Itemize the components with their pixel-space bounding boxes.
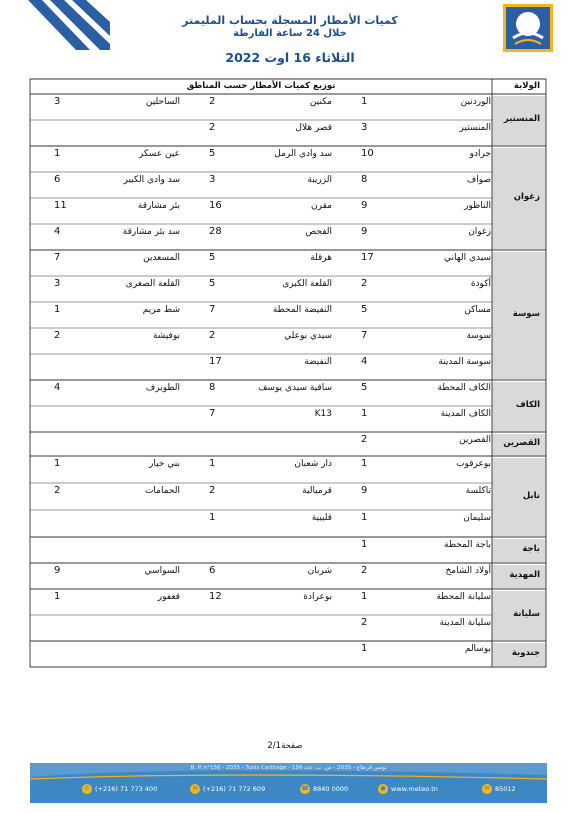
rainfall-value: 1	[361, 458, 368, 469]
page-title: كميات الأمطار المسجلة بحساب المليمتر	[182, 14, 398, 27]
rainfall-value: 3	[361, 122, 368, 133]
rainfall-value: 17	[361, 252, 374, 263]
rainfall-value: 5	[209, 252, 216, 263]
page-number: صفحة2/1	[267, 741, 303, 751]
rainfall-value: 7	[209, 408, 216, 419]
station-name: بوسالم	[464, 644, 491, 654]
station-name: سليانة المدينة	[439, 618, 491, 628]
rainfall-value: 2	[54, 485, 61, 496]
station-name: قعفور	[157, 592, 180, 602]
footer-phone-2: ✉ (+216) 71 772 609	[190, 784, 265, 794]
rainfall-value: 2	[54, 330, 61, 341]
rainfall-value: 1	[361, 96, 368, 107]
station-name: سد وادي الرمل	[274, 149, 332, 159]
rainfall-value: 1	[54, 591, 61, 602]
globe-icon: ●	[378, 784, 388, 794]
header-governorate: الولاية	[513, 81, 540, 91]
rainfall-value: 6	[54, 174, 61, 185]
page-subtitle: خلال 24 ساعة الفارطة	[233, 28, 347, 39]
footer-hotline: ☎ 8840 0000	[301, 785, 349, 793]
station-name: الزريبة	[307, 175, 332, 185]
station-name: مقرن	[311, 201, 332, 211]
station-name: شربان	[307, 566, 332, 576]
rainfall-value: 6	[209, 565, 216, 576]
station-name: سليمان	[463, 513, 491, 523]
station-name: النفيضة المحطة	[272, 305, 332, 315]
station-name: دار شعبان	[294, 459, 332, 469]
governorate-name: المهدية	[509, 570, 540, 580]
station-name: ساقية سيدي يوسف	[258, 383, 332, 393]
station-name: قليبية	[311, 513, 332, 523]
rainfall-value: 5	[361, 382, 368, 393]
station-name: سليانة المحطة	[436, 592, 491, 602]
sms-icon: ✉	[482, 784, 492, 794]
station-name: زغوان	[468, 227, 491, 237]
station-name: بني خيار	[149, 459, 180, 469]
station-name: مساكن	[464, 305, 491, 315]
governorate-name: نابل	[522, 490, 540, 501]
rainfall-value: 2	[361, 434, 368, 445]
station-name: سوسة	[466, 331, 491, 341]
rainfall-value: 4	[54, 382, 61, 393]
station-name: أولاد الشامخ	[445, 566, 491, 576]
rainfall-value: 4	[361, 356, 368, 367]
rainfall-value: 9	[361, 200, 368, 211]
station-name: هرقلة	[310, 253, 332, 263]
footer-sms: ✉ 85012	[482, 784, 516, 794]
rainfall-value: 7	[361, 330, 368, 341]
rainfall-value: 9	[54, 565, 61, 576]
rainfall-value: 3	[209, 174, 216, 185]
station-name: الطويرف	[145, 383, 180, 393]
governorate-name: سليانة	[513, 609, 540, 619]
rainfall-value: 2	[209, 485, 216, 496]
governorate-name: المنستير	[503, 114, 540, 124]
station-name: سيدي الهاني	[443, 253, 491, 263]
footer-bar	[30, 763, 547, 803]
station-name: القصرين	[459, 435, 491, 445]
rainfall-value: 7	[209, 304, 216, 315]
governorate-name: سوسة	[512, 309, 540, 319]
rainfall-value: 2	[209, 96, 216, 107]
station-name: الحمامات	[144, 486, 180, 496]
rainfall-value: 5	[209, 278, 216, 289]
station-name: المسعدين	[143, 253, 180, 263]
station-name: شط مريم	[142, 305, 180, 315]
station-name: بوعرادة	[303, 592, 332, 602]
station-name: الكاف المحطة	[437, 383, 491, 393]
rainfall-value: 8	[209, 382, 216, 393]
rainfall-value: 9	[361, 226, 368, 237]
governorate-name: زغوان	[513, 192, 540, 202]
rainfall-value: 1	[361, 591, 368, 602]
station-name: صواف	[466, 175, 491, 185]
station-name: المنستير	[459, 123, 491, 133]
station-name: السواسي	[144, 566, 180, 576]
rainfall-value: 16	[209, 200, 222, 211]
footer-address: B. P. n°156 - 2035 - Tunis Carthage - تونس قرطاج - 2035 - ص. ب. عدد 156	[190, 765, 387, 771]
governorate-name: باجة	[522, 544, 540, 554]
rainfall-value: 1	[54, 458, 61, 469]
rainfall-value: 2	[209, 330, 216, 341]
rainfall-value: 10	[361, 148, 374, 159]
rainfall-value: 2	[209, 122, 216, 133]
rainfall-value: 3	[54, 278, 61, 289]
station-name: الكاف المدينة	[440, 409, 491, 419]
rainfall-value: 1	[54, 148, 61, 159]
station-name: القلعة الصغرى	[125, 279, 180, 289]
station-name: مكنين	[309, 97, 332, 107]
station-name: الوردنين	[460, 97, 491, 107]
rainfall-value: 1	[361, 643, 368, 654]
station-name: باجة المحطة	[444, 540, 491, 550]
station-name: قرمبالية	[302, 486, 332, 496]
station-name: الفحص	[305, 227, 332, 237]
station-name: سوسة المدينة	[438, 357, 491, 367]
station-name: عين عسكر	[138, 149, 180, 159]
footer-website-link[interactable]: ● www.meteo.tn	[378, 784, 438, 794]
rainfall-value: 17	[209, 356, 222, 367]
station-name: سيدي بوعلي	[284, 331, 332, 341]
rainfall-value: 1	[209, 512, 216, 523]
station-name: بوفيشة	[152, 331, 180, 341]
governorate-name: الكاف	[515, 400, 540, 410]
station-name: بوعرقوب	[456, 459, 491, 469]
station-name: أكودة	[470, 279, 491, 289]
rainfall-value: 11	[54, 200, 67, 211]
station-name: الساحلين	[145, 97, 180, 107]
rainfall-value: 7	[54, 252, 61, 263]
governorate-name: جندوبة	[511, 648, 540, 658]
rainfall-value: 5	[209, 148, 216, 159]
rainfall-value: 2	[361, 617, 368, 628]
rainfall-value: 28	[209, 226, 222, 237]
rainfall-value: 12	[209, 591, 222, 602]
station-name: سد وادي الكبير	[123, 175, 180, 185]
governorate-name: القصرين	[503, 438, 540, 448]
station-name: جرادو	[469, 149, 491, 159]
footer-phone-1: ✆ (+216) 71 773 400	[82, 784, 157, 794]
rainfall-value: 2	[361, 278, 368, 289]
station-name: K13	[314, 409, 332, 419]
rainfall-value: 3	[54, 96, 61, 107]
station-name: القلعة الكبرى	[282, 279, 332, 289]
fax-icon: ✉	[190, 784, 200, 794]
station-name: تاكلسة	[465, 486, 491, 496]
rainfall-value: 2	[361, 565, 368, 576]
station-name: النفيضة	[304, 357, 332, 367]
phone-icon: ✆	[82, 784, 92, 794]
station-name: سد بئر مشارقة	[122, 227, 180, 237]
rainfall-value: 1	[54, 304, 61, 315]
rainfall-value: 5	[361, 304, 368, 315]
rainfall-value: 1	[209, 458, 216, 469]
footer-contacts	[30, 781, 547, 801]
rainfall-value: 9	[361, 485, 368, 496]
rainfall-value: 4	[54, 226, 61, 237]
rainfall-value: 1	[361, 512, 368, 523]
station-name: الناظور	[464, 201, 491, 211]
hotline-icon: ☎	[301, 785, 309, 792]
report-date: الثلاثاء 16 اوت 2022	[225, 50, 355, 65]
rainfall-value: 1	[361, 539, 368, 550]
station-name: بئر مشارقة	[137, 201, 180, 211]
station-name: قصر هلال	[295, 123, 332, 133]
rainfall-value: 1	[361, 408, 368, 419]
rainfall-value: 8	[361, 174, 368, 185]
header-distribution: توزيع كميات الأمطار حسب المناطق	[186, 81, 336, 91]
